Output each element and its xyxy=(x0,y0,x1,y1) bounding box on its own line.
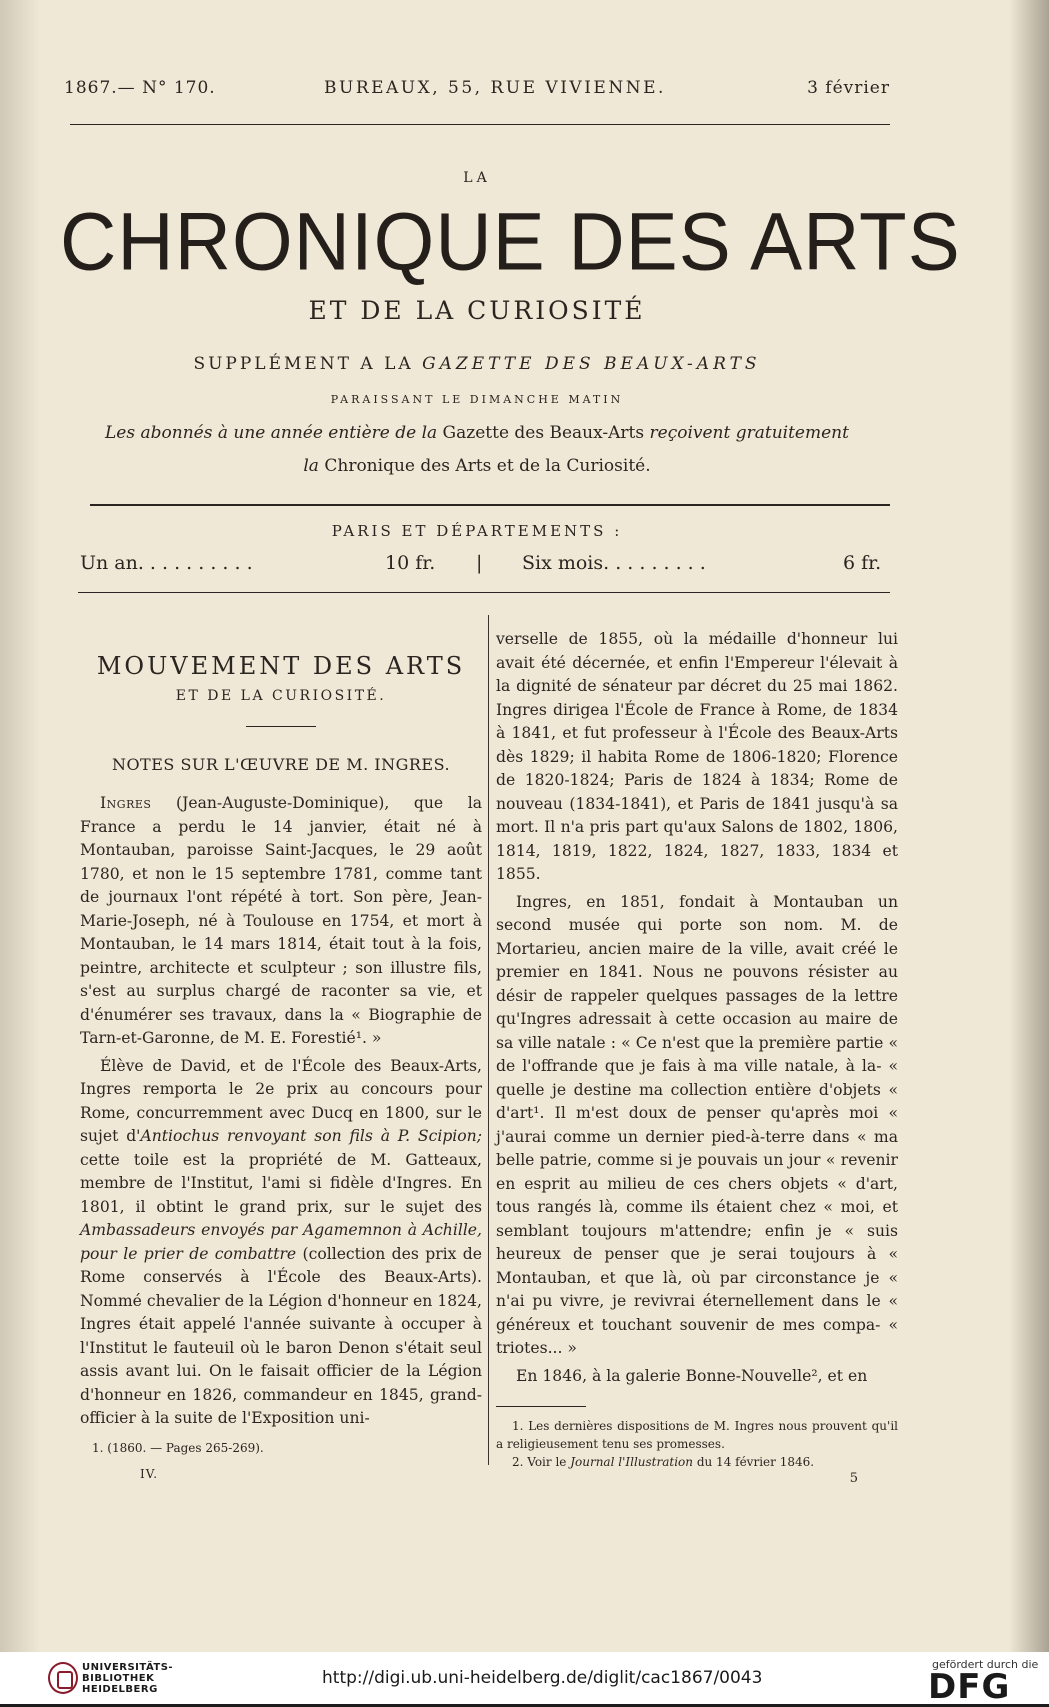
paragraph-r2: Ingres, en 1851, fondait à Montauban un second musée qui porte son nom. M. de Mortarieu, ancien maire de la ville, avait créé le premier en 1841. Nous ne pouvons résister au désir de rappeler quelques passages de la lettre qu'Ingres adressait à cette occasion au maire de sa ville natale : « Ce n'est que la première partie « de l'offrande que je fais à ma ville natale, à la- « quelle je destine ma collection entière d'objets « d'art¹. Il m'est doux de penser qu'après moi « j'aurai comme un dernier pied-à-terre dans « ma belle patrie, comme si je pouvais un jour « revenir en esprit au milieu de ces chers objets « d'art, tous rangés là, comme ils étaient chez « moi, et semblant toujours m'attendre; enfin je « suis heureux de penser que je serai toujours à « Montauban, et que là, où par circonstance je « n'ai pu vivre, je revivrai éternellement dans le « généreux et touchant souvenir de mes compa- « triotes... » xyxy=(496,892,898,1357)
signature-mark: IV. xyxy=(140,1466,159,1481)
price-separator: | xyxy=(476,552,483,574)
subscriber-notice-line2 xyxy=(60,456,894,476)
p2-c: cette toile est la propriété de M. Gatteaux, membre de l'Institut, l'ami si fidèle d'Ingres. En 1801, il obtint le grand prix, sur le sujet des xyxy=(80,1150,482,1216)
year-label: Un an. . . . . . . . . . xyxy=(80,552,253,574)
paragraph-1 xyxy=(80,792,482,1051)
lead-word: Ingres xyxy=(100,794,152,812)
running-header xyxy=(64,78,890,102)
fn-r2-a: 2. Voir le xyxy=(512,1455,571,1469)
library-line1: UNIVERSITÄTS- xyxy=(82,1662,174,1673)
section-title: MOUVEMENT DES ARTS xyxy=(96,652,466,680)
six-month-price: 6 fr. xyxy=(843,552,882,574)
year-price: 10 fr. xyxy=(385,552,436,574)
subscription-bottom-rule xyxy=(78,592,890,593)
subscriber-notice-line1 xyxy=(60,423,894,443)
permalink-url[interactable]: http://digi.ub.uni-heidelberg.de/diglit/cac1867/0043 xyxy=(322,1668,763,1688)
column-right xyxy=(496,628,898,1486)
masthead-la: LA xyxy=(463,170,491,186)
notice-2a: la xyxy=(303,456,319,476)
notice-2b: Chronique des Arts et de la Curiosité. xyxy=(324,456,651,476)
six-month-label: Six mois. . . . . . . . . xyxy=(522,552,706,574)
office-address: BUREAUX, 55, RUE VIVIENNE. xyxy=(324,78,666,98)
footnote-rule-right xyxy=(496,1406,586,1407)
subscription-top-rule xyxy=(90,504,890,506)
sponsor-text: gefördert durch die xyxy=(932,1658,1039,1671)
article-heading: NOTES SUR L'ŒUVRE DE M. INGRES. xyxy=(111,755,451,774)
fn-r2-c: du 14 février 1846. xyxy=(693,1455,815,1469)
issue-date: 3 février xyxy=(807,78,890,98)
viewer-footer xyxy=(0,1652,1049,1707)
notice-1c: reçoivent gratuitement xyxy=(649,423,849,443)
subscription-heading: PARIS ET DÉPARTEMENTS : xyxy=(331,522,623,540)
supplement-prefix: SUPPLÉMENT A LA xyxy=(193,354,414,374)
paragraph-1-text: (Jean-Auguste-Dominique), que la France a perdu le 14 janvier, était né à Montauban, paroisse Saint-Jacques, le 29 août 1780, et non le 15 septembre 1781, comme tant de journaux l'ont répété à tort. Son père, Jean-Marie-Joseph, né à Toulouse en 1754, et mort à Montauban, le 14 mars 1814, était tout à la fois, peintre, architecte et sculpteur ; son illustre fils, s'est au surplus chargé de raconter sa vie, et d'énumérer ses travaux, dans la « Biographie de Tarn-et-Garonne, de M. E. Forestié¹. » xyxy=(80,794,482,1047)
subscription-prices xyxy=(80,552,895,582)
paragraph-r3: En 1846, à la galerie Bonne-Nouvelle², et en xyxy=(516,1366,868,1385)
fn-r2-b: Journal l'Illustration xyxy=(570,1455,694,1469)
page-shadow-left xyxy=(0,0,40,1652)
footnote-left: 1. (1860. — Pages 265-269). xyxy=(92,1440,264,1455)
footnote-right-1: 1. Les dernières dispositions de M. Ingres nous prouvent qu'il a religieusement tenu ses promesses. xyxy=(496,1419,898,1451)
supplement-line xyxy=(60,354,894,374)
column-divider xyxy=(488,615,489,1465)
paragraph-r1: verselle de 1855, où la médaille d'honneur lui avait été décernée, et enfin l'Empereur l'élevait à la dignité de sénateur par décret du 25 mai 1862. Ingres dirigea l'École de France à Rome, de 1834 à 1841, et fut professeur à l'École des Beaux-Arts dès 1829; il habita Rome de 1806-1820; Florence de 1820-1824; Paris de 1824 à 1834; Rome de nouveau (1834-1841), et Paris de 1841 jusqu'à sa mort. Il n'a pris part qu'aux Salons de 1802, 1806, 1814, 1819, 1822, 1824, 1827, 1833, 1834 et 1855. xyxy=(496,630,898,883)
masthead-title: CHRONIQUE DES ARTS xyxy=(60,194,961,288)
notice-1a: Les abonnés à une année entière de la xyxy=(105,423,438,443)
p2-a: Élève de David, et de l'École des Beaux-Arts, Ingres remporta le 2e prix au concours pour Rome, concurremment avec Ducq en 1800, sur le sujet d' xyxy=(80,1056,482,1145)
footnote-right-2 xyxy=(496,1453,898,1471)
p2-d: Ambassadeurs envoyés par Agamemnon à Achille, pour le prier de combattre xyxy=(80,1221,482,1263)
page-shadow-right xyxy=(1009,0,1049,1652)
page-number: 5 xyxy=(849,1471,858,1486)
masthead-subtitle: ET DE LA CURIOSITÉ xyxy=(308,296,646,325)
paragraph-2 xyxy=(80,1055,482,1431)
section-rule xyxy=(246,726,316,727)
university-seal-icon xyxy=(48,1662,78,1694)
dfg-logo[interactable]: DFG xyxy=(928,1667,1011,1707)
p2-e: (collection des prix de Rome conservés à l'École des Beaux-Arts). Nommé chevalier de la Légion d'honneur en 1824, Ingres était appelé l'année suivante à occuper à l'Institut le fauteuil où le baron Denon s'était seul assis avant lui. On le faisait officier de la Légion d'honneur en 1826, commandeur en 1845, grand-officier à la suite de l'Exposition uni- xyxy=(80,1244,482,1427)
column-left xyxy=(80,630,482,1481)
header-rule xyxy=(70,124,890,125)
library-name[interactable] xyxy=(82,1662,173,1695)
notice-1b: Gazette des Beaux-Arts xyxy=(442,423,645,443)
supplement-gazette: GAZETTE DES BEAUX-ARTS xyxy=(422,354,761,374)
publication-schedule: PARAISSANT LE DIMANCHE MATIN xyxy=(330,393,624,406)
library-line3: HEIDELBERG xyxy=(82,1684,158,1695)
section-subtitle: ET DE LA CURIOSITÉ. xyxy=(175,688,387,704)
library-line2: BIBLIOTHEK xyxy=(82,1673,155,1684)
issue-number: 1867.— N° 170. xyxy=(64,78,216,98)
p2-b: Antiochus renvoyant son fils à P. Scipion; xyxy=(140,1127,482,1145)
